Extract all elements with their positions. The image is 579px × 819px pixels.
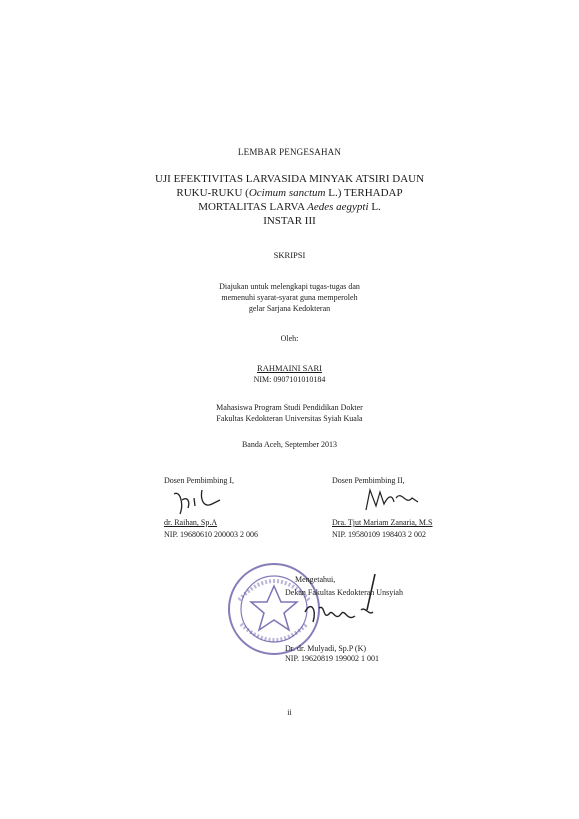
- dean-signature: [285, 570, 395, 646]
- program-line-1: Mahasiswa Program Studi Pendidikan Dokter: [216, 403, 363, 412]
- purpose-line-2: memenuhi syarat-syarat guna memperoleh: [221, 293, 358, 302]
- dean-nip: NIP. 19620819 199002 1 001: [285, 654, 380, 663]
- supervisor2-signature: [362, 484, 422, 516]
- title-line-1: UJI EFEKTIVITAS LARVASIDA MINYAK ATSIRI DAUN: [154, 173, 425, 185]
- title-line-4: INSTAR III: [263, 215, 316, 227]
- page-header: LEMBAR PENGESAHAN: [237, 147, 342, 157]
- dean-label-title: Dekan Fakultas Kedokteran Unsyiah: [285, 588, 403, 597]
- dean-label-acknowledged: Mengetahui,: [295, 575, 336, 584]
- purpose-line-3: gelar Sarjana Kedokteran: [248, 304, 331, 313]
- page-number: ii: [287, 708, 292, 717]
- purpose-statement: [0, 281, 579, 314]
- supervisor2-nip: NIP. 19580109 198403 2 002: [332, 530, 427, 539]
- place-date: Banda Aceh, September 2013: [241, 440, 338, 449]
- author-name: RAHMAINI SARI: [257, 363, 322, 373]
- document-type: SKRIPSI: [273, 250, 306, 260]
- purpose-line-1: Diajukan untuk melengkapi tugas-tugas dan: [219, 282, 360, 291]
- dean-name: Dr. dr. Mulyadi, Sp.P (K): [285, 644, 367, 653]
- supervisor1-label: Dosen Pembimbing I,: [164, 476, 234, 485]
- program-line-2: Fakultas Kedokteran Universitas Syiah Kuala: [216, 414, 363, 423]
- supervisor1-nip: NIP. 19680610 200003 2 006: [164, 530, 259, 539]
- author-nim: NIM: 0907101010184: [253, 375, 326, 384]
- thesis-title: [0, 172, 579, 228]
- supervisor1-name: dr. Raihan, Sp.A: [164, 518, 218, 527]
- program-info: [0, 402, 579, 424]
- title-line-2: RUKU-RUKU (Ocimum sanctum L.) TERHADAP: [176, 187, 403, 199]
- supervisor2-label: Dosen Pembimbing II,: [332, 476, 405, 485]
- title-line-3: MORTALITAS LARVA Aedes aegypti L.: [198, 201, 381, 213]
- supervisor1-signature: [170, 486, 240, 520]
- supervisor2-name: Dra. Tjut Mariam Zanaria, M.S: [332, 518, 433, 527]
- by-label: Oleh:: [280, 334, 299, 343]
